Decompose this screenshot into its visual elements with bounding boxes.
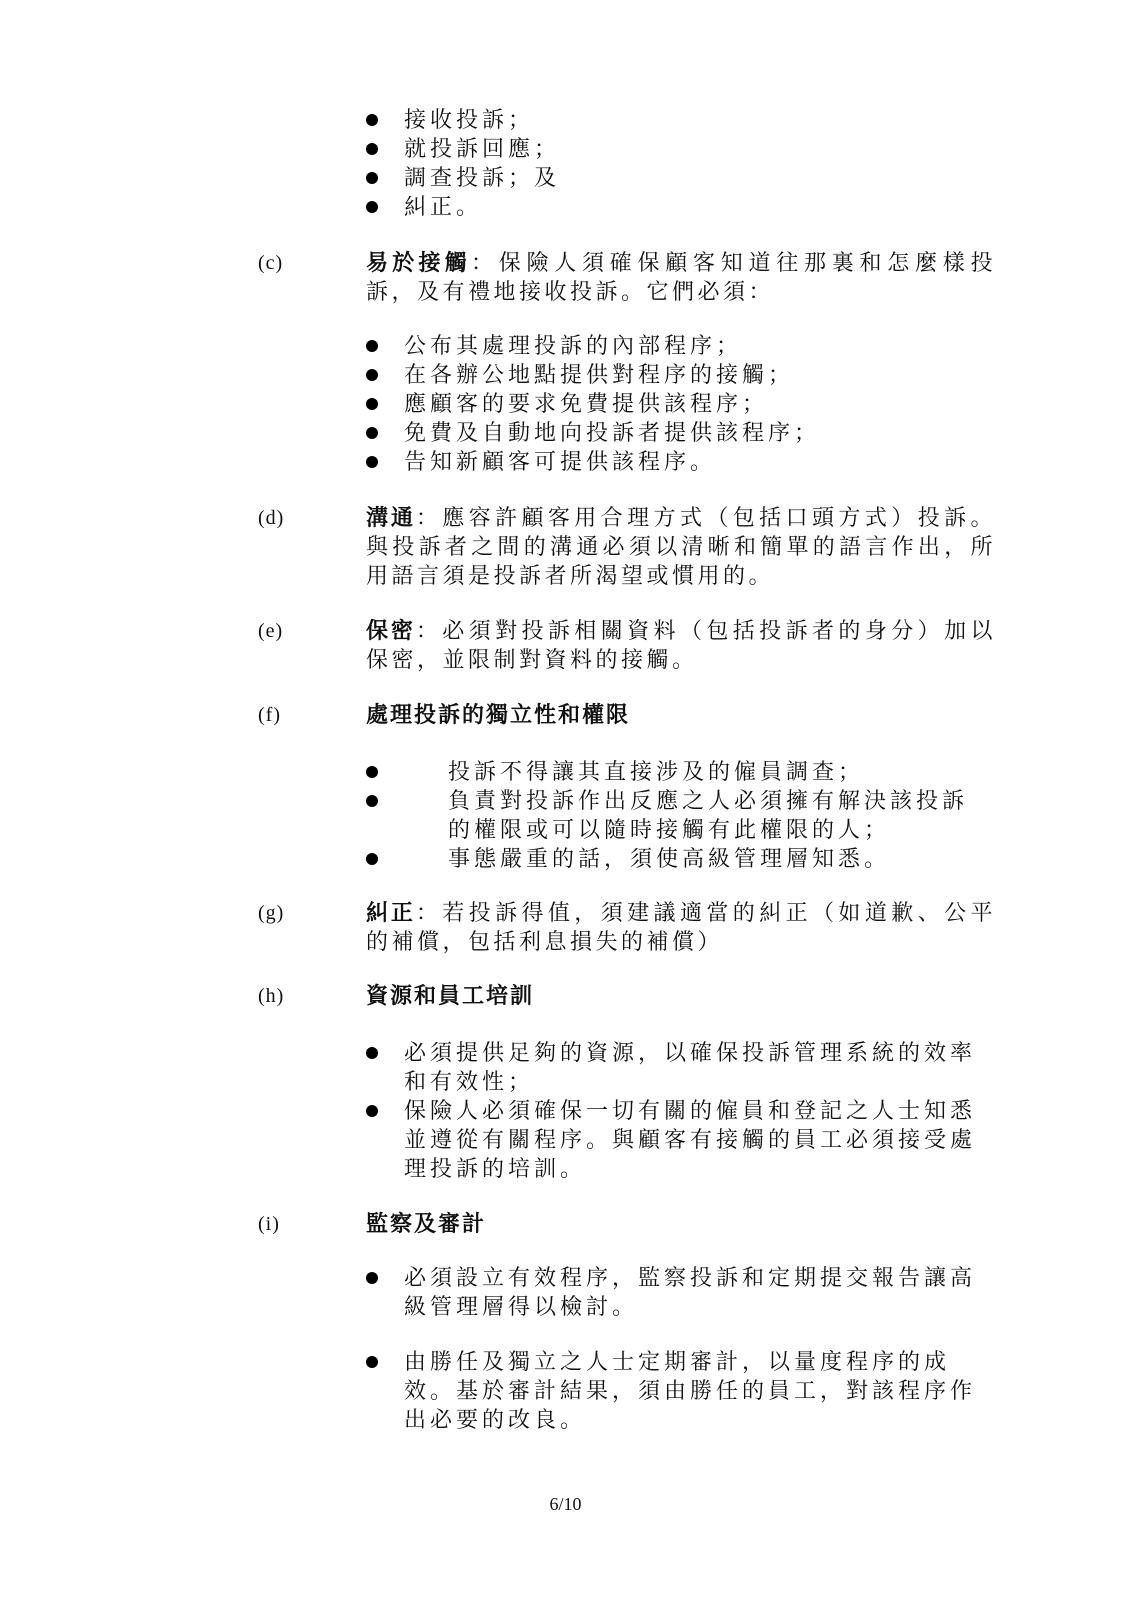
bullet-icon	[366, 1047, 378, 1059]
section-e-title: 保密	[366, 618, 416, 644]
list-item: 免費及自動地向投訴者提供該程序；	[404, 421, 821, 446]
bullet-icon	[366, 1356, 378, 1368]
section-i-text	[366, 1210, 996, 1239]
bullet-icon	[366, 114, 378, 126]
list-item: 公布其處理投訴的內部程序；	[404, 334, 743, 359]
section-label-g: (g)	[258, 902, 285, 924]
list-item: 告知新顧客可提供該程序。	[404, 450, 717, 475]
list-item: 應顧客的要求免費提供該程序；	[404, 392, 769, 417]
section-g-text	[366, 899, 996, 957]
section-e-text	[366, 617, 996, 675]
bullet-icon	[366, 456, 378, 468]
list-item: 必須提供足夠的資源，以確保投訴管理系統的效率和有效性；	[404, 1041, 977, 1095]
section-i-title: 監察及審計	[366, 1211, 487, 1237]
section-c-title: 易於接觸	[366, 250, 471, 276]
section-h-title: 資源和員工培訓	[366, 983, 535, 1009]
bullet-icon	[366, 427, 378, 439]
section-d-text	[366, 504, 996, 591]
bullet-icon	[366, 172, 378, 184]
section-c-text	[366, 249, 996, 307]
page-number: 6/10	[549, 1494, 582, 1514]
bullet-icon	[366, 766, 378, 778]
section-label-f: (f)	[258, 704, 281, 726]
list-item: 必須設立有效程序，監察投訴和定期提交報告讓高級管理層得以檢討。	[404, 1266, 977, 1320]
section-g-body: ：若投訴得值，須建議適當的糾正（如道歉、公平的補償，包括利息損失的補償）	[366, 901, 996, 955]
section-label-d: (d)	[258, 507, 285, 529]
bullet-icon	[366, 853, 378, 865]
bullet-icon	[366, 1272, 378, 1284]
list-item: 由勝任及獨立之人士定期審計，以量度程序的成效。基於審計結果，須由勝任的員工，對該程序作出必要的改良。	[404, 1350, 977, 1433]
bullet-icon	[366, 1105, 378, 1117]
list-item: 投訴不得讓其直接涉及的僱員調查；	[448, 760, 865, 785]
bullet-icon	[366, 340, 378, 352]
list-item: 就投訴回應；	[404, 137, 561, 162]
section-f-text	[366, 701, 996, 730]
section-e-body: ：必須對投訴相關資料（包括投訴者的身分）加以保密，並限制對資料的接觸。	[366, 619, 996, 673]
bullet-icon	[366, 398, 378, 410]
section-label-c: (c)	[258, 252, 284, 274]
list-item: 調查投訴；及	[404, 166, 561, 191]
section-label-i: (i)	[258, 1213, 280, 1235]
list-item: 接收投訴；	[404, 108, 535, 133]
section-g-title: 糾正	[366, 900, 416, 926]
list-item: 糾正。	[404, 195, 483, 220]
bullet-icon	[366, 369, 378, 381]
list-item: 負責對投訴作出反應之人必須擁有解決該投訴的權限或可以隨時接觸有此權限的人；	[448, 789, 969, 843]
section-d-title: 溝通	[366, 505, 416, 531]
section-label-h: (h)	[258, 985, 285, 1007]
section-d-body: ：應容許顧客用合理方式（包括口頭方式）投訴。與投訴者之間的溝通必須以清晰和簡單的語言作出，所用語言須是投訴者所渴望或慣用的。	[366, 506, 996, 589]
section-label-e: (e)	[258, 620, 284, 642]
bullet-icon	[366, 795, 378, 807]
list-item: 事態嚴重的話，須使高級管理層知悉。	[448, 847, 891, 872]
bullet-icon	[366, 143, 378, 155]
section-c-body: ：保險人須確保顧客知道往那裏和怎麼樣投訴，及有禮地接收投訴。它們必須：	[366, 251, 996, 305]
section-f-title: 處理投訴的獨立性和權限	[366, 702, 631, 728]
bullet-icon	[366, 201, 378, 213]
section-h-text	[366, 982, 996, 1011]
list-item: 在各辦公地點提供對程序的接觸；	[404, 363, 795, 388]
list-item: 保險人必須確保一切有關的僱員和登記之人士知悉並遵從有關程序。與顧客有接觸的員工必須接受處理投訴的培訓。	[404, 1099, 977, 1182]
